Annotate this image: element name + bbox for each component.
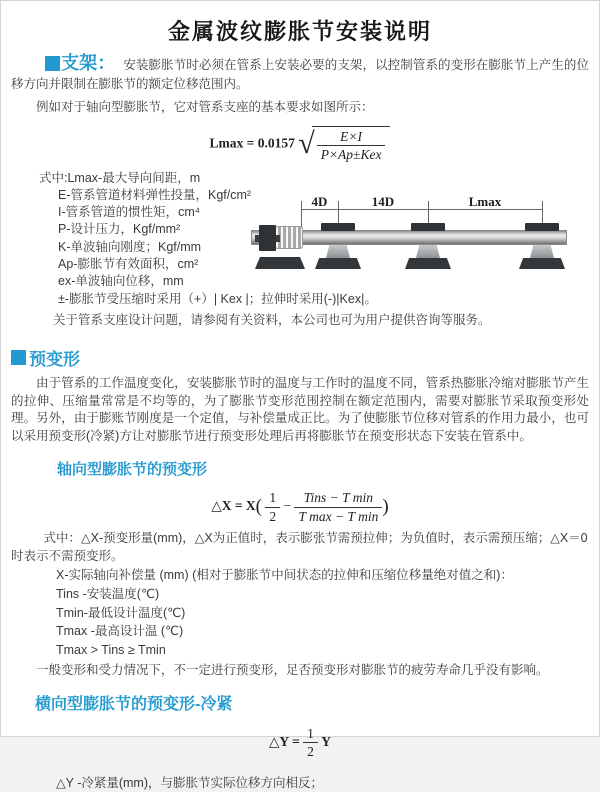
definition-line: Ap-膨胀节有效面积，cm²	[58, 257, 199, 272]
minus-sign: −	[283, 498, 292, 514]
square-root	[298, 126, 390, 163]
pre-deform-heading-text: 预变形	[29, 350, 80, 370]
pipe-anchor	[255, 223, 307, 275]
definition-line: E-管系管道材料弹性投量，Kgf/cm²	[58, 187, 252, 202]
x-definition-line: X-实际轴向补偿量 (mm) (相对于膨胀节中间状态的拉伸和压缩位移量绝对值之和)：	[56, 568, 513, 583]
lmax-fraction	[317, 129, 386, 163]
half-fraction: $\frac{1}{2}$	[265, 490, 280, 524]
support-section-heading: 支架：	[61, 53, 116, 73]
temp-line: Tmin-最低设计温度(℃)	[56, 605, 186, 620]
temp-line: Tmax -最高设计温 (℃)	[56, 624, 184, 639]
temp-line: Tins -安装温度(℃)	[56, 586, 160, 601]
pipe-support	[314, 223, 362, 275]
dimension-label-lmax: Lmax	[468, 194, 502, 209]
definition-line: P-设计压力，Kgf/mm²	[58, 222, 181, 237]
pipe-support	[518, 223, 566, 275]
lmax-formula	[11, 126, 589, 163]
support-intro-text: 安装膨胀节时必须在管系上安装必要的支架，以控制管系的变形在膨胀节上产生的位移方向并限制在膨胀节的额定位移范围内。	[11, 58, 589, 91]
support-note-line: 关于管系支座设计问题，请参阅有关资料，本公司也可为用户提供咨询等服务。	[53, 312, 491, 327]
definition-line: ±-膨胀节受压缩时采用（+）| Kex |；拉伸时采用(-)|Kex|。	[58, 291, 377, 306]
support-section-intro	[11, 54, 589, 94]
lmax-formula-lhs: Lmax = 0.0157	[209, 135, 295, 151]
pre-deform-paragraph: 由于管系的工作温度变化，安装膨胀节时的温度与工作时的温度不同，管系热膨胀冷缩对膨胀节产生的拉伸、压缩量常常是不均等的，为了膨胀节变形范围控制在额定范围内，需要对膨胀节采取预变形处理。另外，由于膨账节刚度是一个定值，与补偿量成正比。为了使膨胀节位移对管系的作用力最小，也可以采用预变形(冷紧)方让对膨胀节进行预变形处理后再将膨胀节在预变形状态下安装在管系中。	[11, 376, 589, 443]
axial-formula-lhs: △X = X	[211, 498, 256, 514]
pipe-support	[404, 223, 452, 275]
section-marker-square-icon	[11, 350, 26, 365]
temperature-definition-list	[11, 585, 589, 659]
general-note-line: 一般变形和受力情况下，不一定进行预变形，足否预变形对膨胀节的疲劳寿命几乎没有影响。	[36, 663, 549, 678]
definition-line: ex-单波轴向位移，mm	[58, 274, 184, 289]
dimension-label-4d: 4D	[311, 194, 328, 209]
radical-sign: √	[298, 127, 315, 161]
lateral-formula	[11, 726, 589, 760]
definition-line: K-单波轴向刚度；Kgf/mm	[58, 239, 202, 254]
section-marker-square-icon	[45, 56, 60, 71]
temperature-fraction: $\frac{\text{Tins − T min}}{\text{T max − T min}}$	[294, 490, 382, 524]
temp-line: Tmax > Tins ≥ Tmin	[56, 642, 166, 657]
pre-deform-section-heading	[11, 345, 589, 370]
dimension-label-14d: 14D	[371, 194, 395, 209]
axial-sub-heading: 轴向型膨胀节的预变形	[57, 461, 208, 479]
lmax-denominator: P×Ap±Kex	[320, 147, 382, 163]
lateral-formula-lhs: △Y =	[269, 733, 300, 749]
definition-line: 式中:Lmax-最大导向间距，m	[39, 170, 201, 185]
lateral-formula-rhs: Y	[321, 733, 331, 749]
axial-formula-description: 式中：△X-预变形量(mm)，△X为正值时，表示膨张节需预拉伸；为负值时，表示需预压缩；△X＝0时表示不需预变形。	[11, 531, 588, 563]
page-title: 金属波纹膨胀节安装说明	[167, 19, 432, 44]
half-fraction: $\frac{1}{2}$	[303, 726, 318, 760]
axial-formula: △X = X( $\frac{1}{2}$ − $\frac{\text{Tins − T min}}{\text{T max − T min}}$ )	[211, 490, 389, 524]
support-example-line: 例如对于轴向型膨胀节，它对管系支座的基本要求如图所示：	[36, 100, 374, 114]
definition-line: I-管系管道的惯性矩，cm⁴	[58, 205, 201, 220]
lmax-numerator: E×I	[317, 129, 386, 147]
lateral-sub-heading: 横向型膨胀节的预变形-冷紧	[35, 695, 233, 713]
pipe-support-diagram	[249, 193, 597, 291]
lateral-formula-description: △Y -冷紧量(mm)，与膨胀节实际位移方向相反；	[56, 775, 324, 790]
